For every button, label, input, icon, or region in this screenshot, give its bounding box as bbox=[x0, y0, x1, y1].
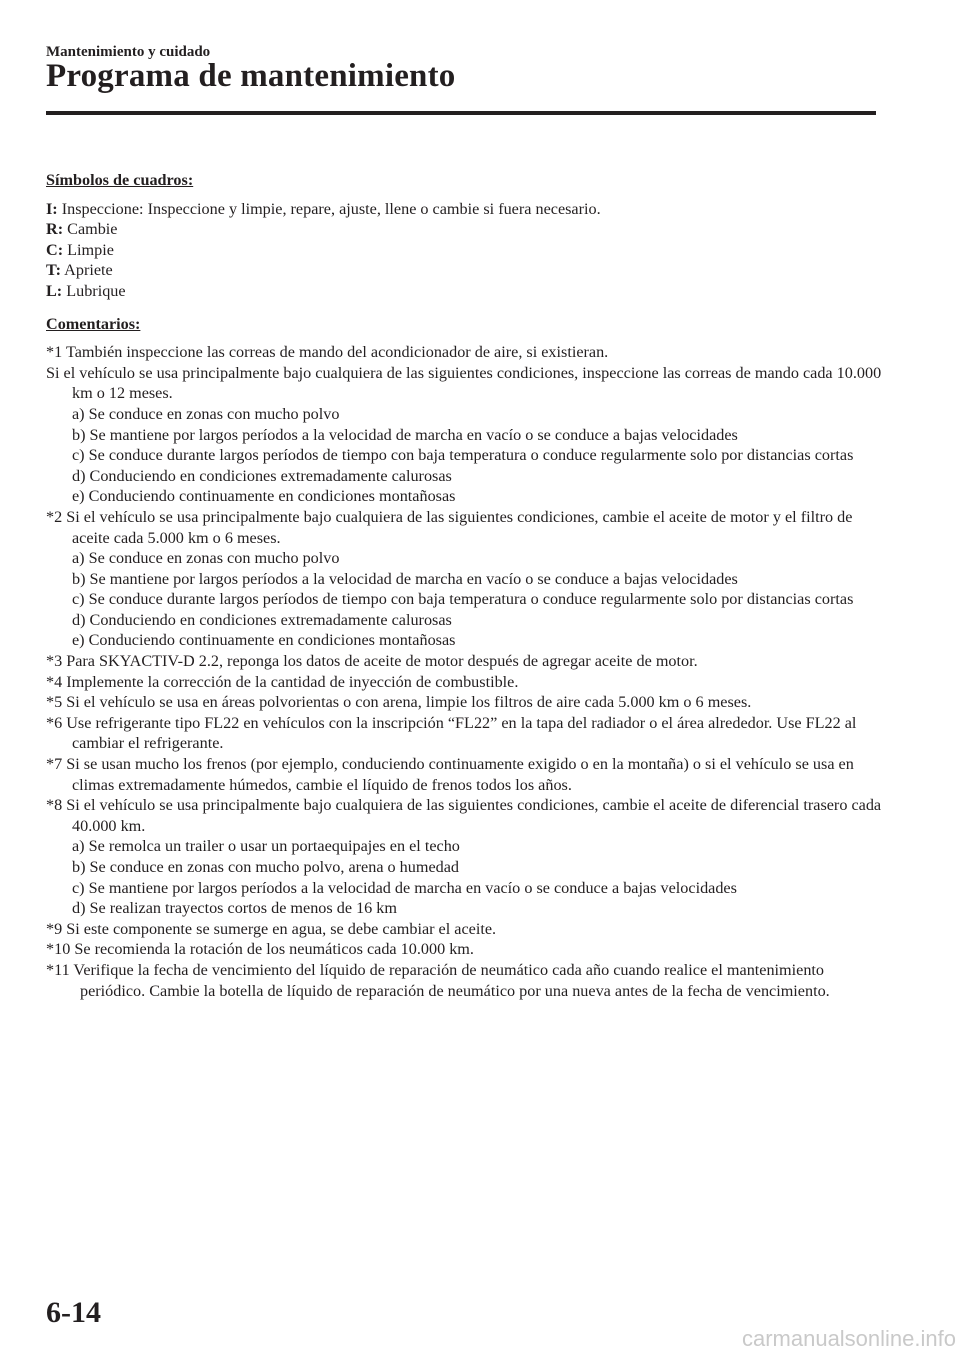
symbol-item bbox=[46, 199, 886, 220]
note-6: *6 Use refrigerante tipo FL22 en vehículos con la inscripción “FL22” en la tapa del radiador o el área alrededor. Use FL22 al cambiar el refrigerante. bbox=[46, 713, 857, 753]
title-divider bbox=[46, 111, 876, 115]
note-1-item-a: a) Se conduce en zonas con mucho polvo bbox=[72, 404, 340, 423]
section-label: Mantenimiento y cuidado bbox=[46, 44, 211, 60]
symbol-key: T: bbox=[46, 261, 61, 280]
comments-list bbox=[46, 342, 886, 1001]
page-number: 6-14 bbox=[46, 1296, 101, 1329]
note-8: *8 Si el vehículo se usa principalmente bajo cualquiera de las siguientes condiciones, cambie el aceite de diferencial trasero cada 40.000 km. bbox=[46, 796, 882, 835]
symbols-heading: Símbolos de cuadros: bbox=[46, 171, 194, 189]
note-8-item-b: b) Se conduce en zonas con mucho polvo, arena o humedad bbox=[72, 858, 460, 876]
page-title: Programa de mantenimiento bbox=[46, 58, 456, 94]
note-8-item-d: d) Se realizan trayectos cortos de menos de 16 km bbox=[72, 899, 397, 918]
note-1-item-e: e) Conduciendo continuamente en condiciones montañosas bbox=[72, 487, 456, 506]
note-1: *1 También inspeccione las correas de mando del acondicionador de aire, si existieran. bbox=[46, 343, 609, 362]
symbol-key: I: bbox=[46, 199, 58, 218]
note-4: *4 Implemente la corrección de la cantidad de inyección de combustible. bbox=[46, 672, 519, 691]
note-3: *3 Para SKYACTIV-D 2.2, reponga los datos de aceite de motor después de agregar aceite de motor. bbox=[46, 652, 698, 671]
note-2-item-c: c) Se conduce durante largos períodos de tiempo con baja temperatura o conduce regularmente solo por distancias cortas bbox=[72, 590, 854, 609]
symbol-key: R: bbox=[46, 220, 64, 239]
symbol-key: C: bbox=[46, 240, 64, 259]
note-10: *10 Se recomienda la rotación de los neumáticos cada 10.000 km. bbox=[46, 940, 474, 959]
symbol-text: Limpie bbox=[67, 240, 114, 259]
symbols-list bbox=[46, 199, 886, 302]
symbol-item bbox=[46, 240, 886, 261]
note-2: *2 Si el vehículo se usa principalmente bajo cualquiera de las siguientes condiciones, cambie el aceite de motor y el filtro de aceite cada 5.000 km o 6 meses. bbox=[46, 507, 853, 547]
symbol-item bbox=[46, 281, 886, 302]
note-2-item-e: e) Conduciendo continuamente en condiciones montañosas bbox=[72, 631, 456, 650]
symbol-item bbox=[46, 219, 886, 240]
note-2-item-b: b) Se mantiene por largos períodos a la velocidad de marcha en vacío o se conduce a bajas velocidades bbox=[72, 569, 738, 588]
comments-heading: Comentarios: bbox=[46, 314, 141, 333]
note-2-item-a: a) Se conduce en zonas con mucho polvo bbox=[72, 549, 340, 568]
note-8-item-c: c) Se mantiene por largos períodos a la velocidad de marcha en vacío o se conduce a bajas velocidades bbox=[72, 878, 737, 897]
watermark: carmanualsonline.info bbox=[741, 1326, 956, 1351]
symbol-text: Inspeccione: Inspeccione y limpie, repare, ajuste, llene o cambie si fuera necesario. bbox=[61, 199, 601, 218]
symbol-key: L: bbox=[46, 281, 63, 300]
note-8-item-a: a) Se remolca un trailer o usar un portaequipajes en el techo bbox=[72, 837, 460, 856]
note-1-item-c: c) Se conduce durante largos períodos de tiempo con baja temperatura o conduce regularmente solo por distancias cortas bbox=[72, 446, 854, 465]
note-11: *11 Verifique la fecha de vencimiento del líquido de reparación de neumático cada año cuando realice el mantenimiento periódico. Cambie la botella de líquido de reparación de neumático por una nueva antes de la fecha de vencimiento. bbox=[46, 960, 830, 1000]
symbol-text: Apriete bbox=[64, 261, 113, 280]
page-content bbox=[46, 170, 886, 1001]
note-1-continuation-text: Si el vehículo se usa principalmente bajo cualquiera de las siguientes condiciones, inspeccione las correas de mando cada 10.000 km o 12 meses. bbox=[46, 363, 882, 403]
note-1-item-d: d) Conduciendo en condiciones extremadamente calurosas bbox=[72, 466, 452, 485]
symbol-item bbox=[46, 260, 886, 281]
note-9: *9 Si este componente se sumerge en agua, se debe cambiar el aceite. bbox=[46, 919, 497, 938]
note-1-item-b: b) Se mantiene por largos períodos a la velocidad de marcha en vacío o se conduce a bajas velocidades bbox=[72, 425, 738, 444]
note-7: *7 Si se usan mucho los frenos (por ejemplo, conduciendo continuamente exigido o en la montaña) o si el vehículo se usa en climas extremadamente húmedos, cambie el líquido de frenos todos los años. bbox=[46, 755, 854, 794]
note-2-item-d: d) Conduciendo en condiciones extremadamente calurosas bbox=[72, 610, 452, 629]
symbol-text: Lubrique bbox=[66, 281, 126, 300]
note-1-continuation bbox=[46, 363, 886, 404]
symbol-text: Cambie bbox=[67, 220, 118, 239]
note-5: *5 Si el vehículo se usa en áreas polvorientas o con arena, limpie los filtros de aire cada 5.000 km o 6 meses. bbox=[46, 693, 752, 712]
